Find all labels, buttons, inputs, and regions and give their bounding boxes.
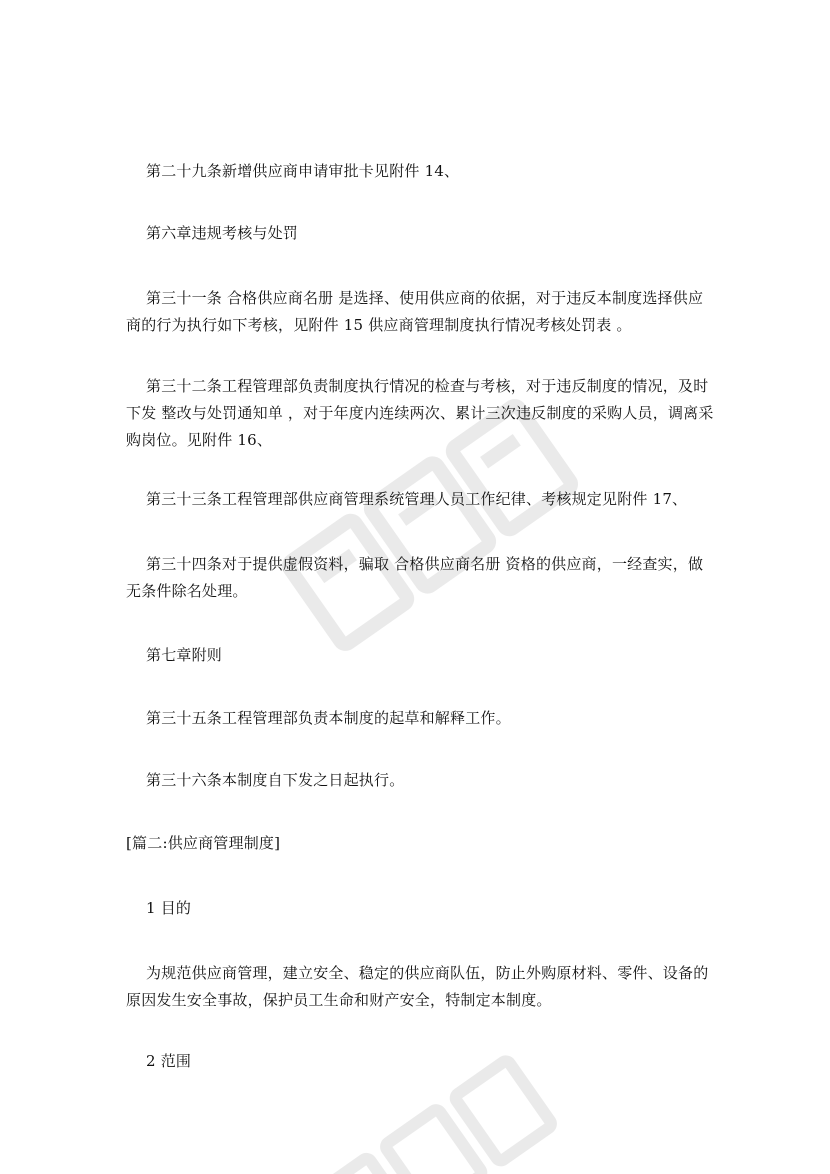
article-33: 第三十三条工程管理部供应商管理系统管理人员工作纪律、考核规定见附件 17、 xyxy=(146,490,688,508)
article-32: 第三十二条工程管理部负责制度执行情况的检查与考核，对于违反制度的情况，及时下发 整改与处罚通知单 ，对于年度内连续两次、累计三次违反制度的采购人员，调离采购岗位。见附件 16、 xyxy=(126,377,714,449)
article-31: 第三十一条 合格供应商名册 是选择、使用供应商的依据，对于违反本制度选择供应商的行为执行如下考核，见附件 15 供应商管理制度执行情况考核处罚表 。 xyxy=(126,289,704,334)
chapter-7-heading: 第七章附则 xyxy=(146,646,223,664)
article-36: 第三十六条本制度自下发之日起执行。 xyxy=(146,771,405,789)
section-2-title: [篇二:供应商管理制度] xyxy=(126,834,281,852)
chapter-6-heading: 第六章违规考核与处罚 xyxy=(146,224,299,242)
purpose-heading: 1 目的 xyxy=(146,899,192,917)
article-29: 第二十九条新增供应商申请审批卡见附件 14、 xyxy=(146,162,460,180)
scope-heading: 2 范围 xyxy=(146,1052,192,1070)
purpose-text: 为规范供应商管理，建立安全、稳定的供应商队伍，防止外购原材料、零件、设备的原因发生安全事故，保护员工生命和财产安全，特制定本制度。 xyxy=(126,964,709,1009)
article-35: 第三十五条工程管理部负责本制度的起草和解释工作。 xyxy=(146,709,511,727)
article-34: 第三十四条对于提供虚假资料，骗取 合格供应商名册 资格的供应商，一经查实，做无条件除名处理。 xyxy=(126,555,704,600)
